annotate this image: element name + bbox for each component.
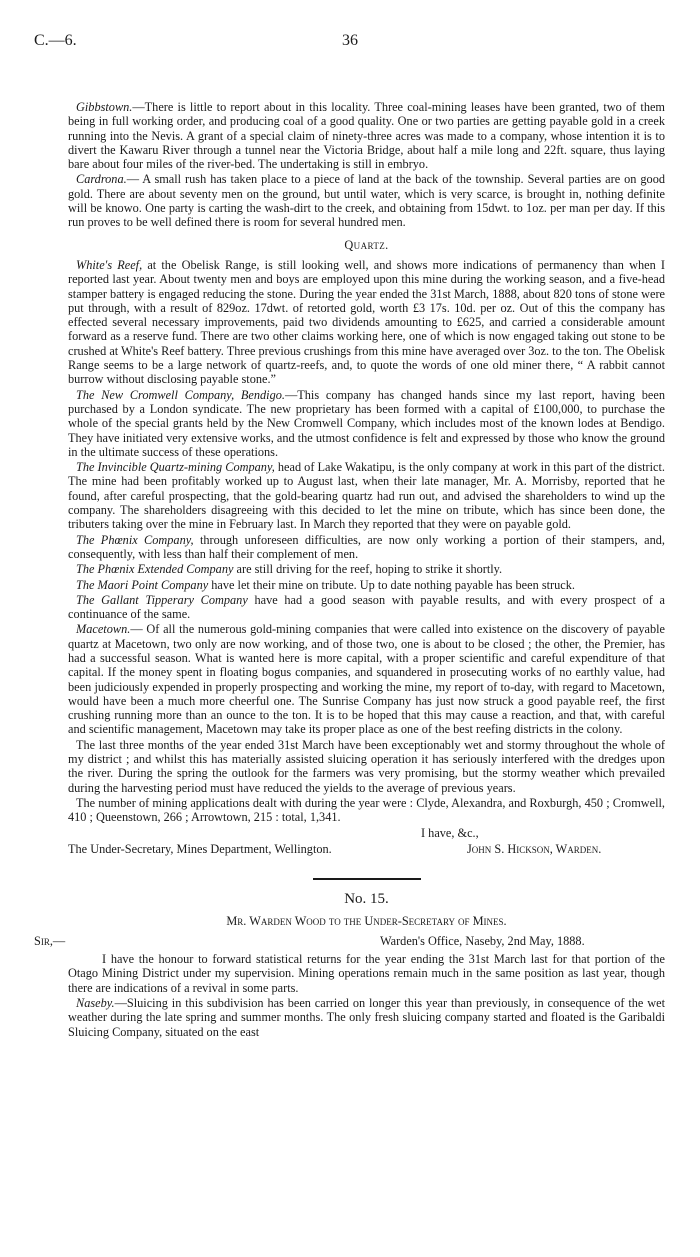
paragraph-label: Macetown. (76, 622, 131, 637)
paragraph-text: The last three months of the year ended 31st March have been exceptionably wet and stormy throughout the whole of my district ; and whilst this has materially assisted sluicing operation it has seriously interfered with the dredges upon the river. During the spring the outlook for the farmers was very promising, but the stormy weather which prevailed during the harvesting period must have reduced the yields to the average of previous years. (68, 737, 665, 795)
paragraph-label: The Maori Point Company (76, 577, 209, 592)
letter-title: Mr. Warden Wood to the Under-Secretary of Mines. (226, 913, 507, 928)
paragraph-text: have had a good season with payable results, and with every prospect of a continuance of the same. (68, 592, 665, 622)
paragraph-text: —This company has changed hands since my last report, having been purchased by a London syndicate. The new proprietary has been formed with a capital of £100,000, to purchase the whole of the special grants held by the New Cromwell Company, which includes most of the known lodes at Bendigo. They have initiated very extensive works, and the utmost confidence is felt and expressed by those who know the ground in the ultimate success of these operations. (68, 387, 665, 459)
paragraph-macetown (68, 622, 665, 736)
paragraph-naseby (68, 996, 665, 1039)
paragraph-invincible (68, 460, 665, 531)
paragraph-gallant-tipperary (68, 593, 665, 622)
paragraph-phoenix (68, 533, 665, 562)
paragraph-label: The Phœnix Company, (76, 532, 194, 547)
closing-phrase: I have, &c., (421, 825, 479, 840)
paragraph-letter15-intro (68, 952, 665, 995)
paragraph-text: are still driving for the reef, hoping to strike it shortly. (233, 562, 503, 577)
paragraph-text: head of Lake Wakatipu, is the only company at work in this part of the district. The mine had been profitably worked up to August last, when their late manager, Mr. A. Morrisby, reported that he found, after careful prospecting, that the gold-bearing quartz had run out, and advised the shareholders to wind up the company. The shareholders disagreeing with this decided to let the mine on tribute, which has since been done, the tributers taking over the mine in February last. In March they reported that they were on payable gold. (68, 460, 666, 532)
dateline: Warden's Office, Naseby, 2nd May, 1888. (380, 934, 585, 949)
paragraph-label: White's Reef, (76, 257, 143, 272)
addressee: The Under-Secretary, Mines Department, Wellington. (68, 841, 332, 856)
paragraph-text: —Sluicing in this subdivision has been carried on longer this year than previously, in consequence of the wet weather during the late spring and summer months. The only fresh sluicing company started and floated is the Garibaldi Sluicing Company, situated on the east (68, 996, 665, 1039)
paragraph-phoenix-extended (68, 562, 665, 576)
document-body (34, 100, 666, 1040)
paragraph-new-cromwell (68, 388, 665, 459)
salutation-line (34, 934, 665, 950)
paragraph-text: —There is little to report about in this locality. Three coal-mining leases have been granted, two of them being in full working order, and producing coal of a good quality. One or two parties are getting payable gold in a creek running into the Nevis. A grant of a special claim of ninety-three acres was made to a company, whose intention it is to divert the Kawaru River through a tunnel near the Victoria Bridge, about half a mile long and 22ft. square, thus laying bare about four miles of the river-bed. The undertaking is still in embryo. (68, 100, 665, 172)
paragraph-weather (68, 738, 665, 795)
salutation: Sir,— (34, 934, 66, 949)
paragraph-text: — Of all the numerous gold-mining companies that were called into existence on the discovery of payable quartz at Macetown, two only are now working, and of those two, one is about to be closed ; the other, the Premier, has had a successful season. What is wanted here is more capital, with a proper scientific and careful expenditure of that capital. If the money spent in floating bogus companies, and squandered in prosecuting works of no earthly value, had been judiciously expended in properly prospecting and working the mine, my report of to-day, with regard to Macetown, would have been a much more cheerful one. The Sunrise Company has just now struck a good payable reef, the first crushing running more than an ounce to the ton. It is to be hoped that this may cause a reaction, and that, with careful and scientific management, Macetown may take its proper place as one of the best reefing districts in the colony. (68, 622, 665, 737)
paragraph-text: — A small rush has taken place to a piece of land at the back of the township. Several parties are on good gold. There are about seventy men on the ground, but until water, which is very scarce, is brought in, nothing definite will be knowo. One party is carting the wash-dirt to the creek, and obtaining from 15dwt. to 1oz. per man per day. If this run proves to be well defined there is room for several hundred men. (68, 172, 665, 230)
closing-signature-line (68, 842, 665, 858)
paragraph-text: The number of mining applications dealt with during the year were : Clyde, Alexandra, and Roxburgh, 450 ; Cromwell, 410 ; Queenstown, 266 ; Arrowtown, 215 : total, 1,341. (68, 795, 665, 825)
paragraph-label: The Gallant Tipperary Company (76, 592, 248, 607)
paragraph-label: The Invincible Quartz-mining Company, (76, 460, 275, 475)
paragraph-text: have let their mine on tribute. Up to date nothing payable has been struck. (208, 577, 575, 592)
section-divider (313, 878, 421, 880)
paragraph-gibbstown (68, 100, 665, 171)
closing-i-have (68, 826, 665, 842)
signature: John S. Hickson, Warden. (467, 841, 602, 856)
paragraph-label: Cardrona. (76, 172, 127, 187)
paragraph-text: at the Obelisk Range, is still looking well, and shows more indications of permanency than when I reported last year. About twenty men and boys are employed upon this mine during the working season, and a five-head stamper battery is engaged reducing the stone. During the year ended the 31st March, 1888, about 820 tons of stone were put through, with a result of 829oz. 17dwt. of retorted gold, worth £3 17s. 10d. per oz. Out of this the company has effected several necessary improvements, paid two dividends amounting to £625, and carried a considerable amount forward as a reserve fund. There are two other claims working here, one of which is now engaged taking out stone to be crushed at White's Reef battery. Three previous crushings from this mine have averaged over 3oz. to the ton. The Obelisk Range seems to be a large network of quartz-reefs, and, to quote the words of one old miner there, “ A rabbit cannot burrow without disclosing payable stone.” (68, 257, 665, 387)
paragraph-label: Gibbstown. (76, 100, 133, 114)
page-number: 36 (342, 32, 358, 49)
section-heading-quartz: Quartz. (344, 237, 389, 252)
paragraph-maori-point (68, 578, 665, 592)
paragraph-applications (68, 796, 665, 825)
paragraph-text: through unforeseen difficulties, are now only working a portion of their stampers, and, consequently, with less than half their complement of men. (68, 532, 665, 561)
page-header (34, 34, 666, 56)
document-code: C.—6. (34, 32, 77, 49)
paragraph-label: The New Cromwell Company, Bendigo. (76, 387, 285, 402)
paragraph-cardrona (68, 172, 665, 229)
paragraph-label: The Phœnix Extended Company (76, 562, 234, 577)
paragraph-text: I have the honour to forward statistical returns for the year ending the 31st March last for that portion of the Otago Mining District under my supervision. Mining operations remain much in the same position as last year, though there are indications of a revival in some parts. (68, 952, 665, 995)
letter-number: No. 15. (344, 890, 389, 907)
paragraph-label: Naseby. (76, 996, 115, 1011)
paragraph-whites-reef (68, 258, 665, 387)
